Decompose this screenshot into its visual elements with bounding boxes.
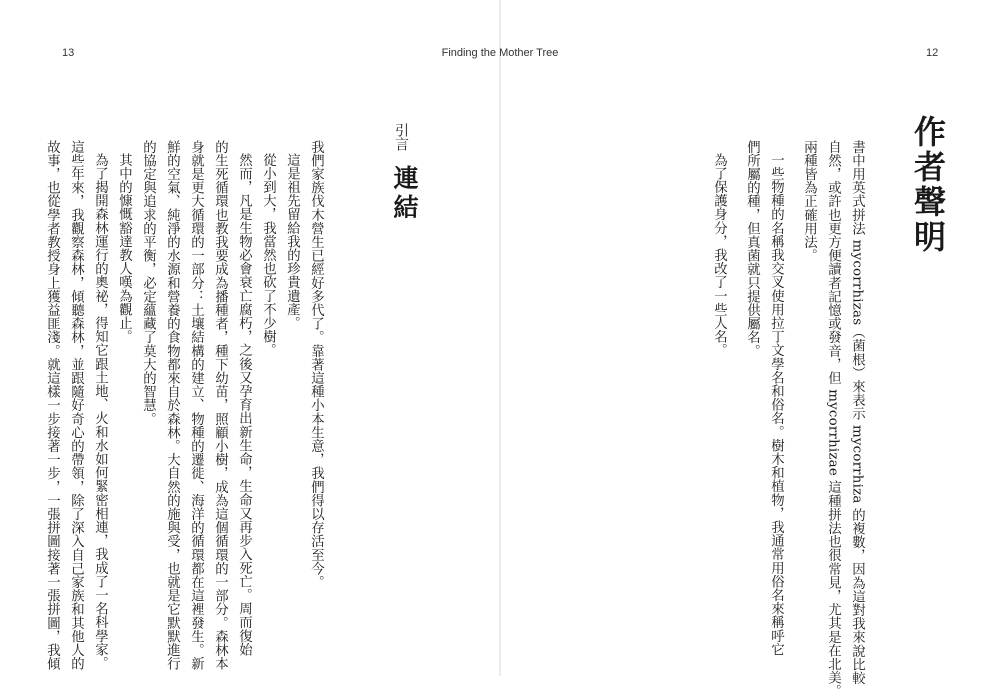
author-note-line-4: 一些物種的名稱我交叉使用拉丁文學名和俗名。樹木和植物，我通常用俗名來稱呼它 <box>768 153 784 657</box>
author-note-heading: 作者聲明 <box>909 115 947 255</box>
intro-line-11: 這些年來，我觀察森林，傾聽森林，並跟隨好奇心的帶領，除了深入自己家族和其他人的 <box>68 140 84 671</box>
intro-line-8: 的協定與追求的平衡，必定蘊藏了莫大的智慧。 <box>140 140 156 426</box>
intro-line-2: 這是祖先留給我的珍貴遺產。 <box>284 153 300 330</box>
intro-title: 連結 <box>390 165 419 223</box>
author-note-line-3: 兩種皆為正確用法。 <box>801 140 817 263</box>
intro-line-6: 身就是更大循環的一部分：土壤結構的建立、物種的遷徙、海洋的循環都在這裡發生。新 <box>188 140 204 671</box>
intro-line-3: 從小到大，我當然也砍了不少樹。 <box>260 153 276 357</box>
intro-line-10: 為了揭開森林運行的奧祕，得知它跟土地、火和水如何緊密相連，我成了一名科學家。 <box>92 153 108 670</box>
left-page-number: 13 <box>62 47 75 59</box>
intro-line-12: 故事，也從學者教授身上獲益匪淺。就這樣一步接著一步，一張拼圖接著一張拼圖，我傾 <box>44 140 60 671</box>
author-note-line-6: 為了保護身分，我改了一些人名。 <box>711 153 727 357</box>
intro-label: 引言 <box>393 123 409 151</box>
author-note-line-5: 們所屬的種，但真菌就只提供屬名。 <box>744 140 760 358</box>
intro-line-4: 然而，凡是生物必會衰亡腐朽，之後又孕育出新生命，生命又再步入死亡。周而復始 <box>236 153 252 657</box>
intro-line-9: 其中的慷慨豁達教人嘆為觀止。 <box>116 153 132 344</box>
right-page-number: 12 <box>926 47 939 59</box>
intro-line-5: 的生死循環也教我要成為播種者，種下幼苗，照顧小樹，成為這個循環的一部分。森林本 <box>212 140 228 671</box>
author-note-line-1: 書中用英式拼法 mycorrhizas（菌根）來表示 mycorrhiza 的複數，因為這對我來說比較 <box>849 140 865 685</box>
intro-line-1: 我們家族伐木營生已經好多代了。靠著這種小本生意，我們得以存活至今。 <box>308 140 324 589</box>
author-note-line-2: 自然，或許也更方便讀者記憶或發音，但 mycorrhizae 這種拼法也很常見，尤其是在北美。 <box>825 140 841 698</box>
page-gutter <box>499 0 501 676</box>
intro-line-7: 鮮的空氣、純淨的水源和營養的食物都來自於森林。大自然的施與受，也就是它默默進行 <box>164 140 180 671</box>
running-title: Finding the Mother Tree <box>441 47 559 59</box>
